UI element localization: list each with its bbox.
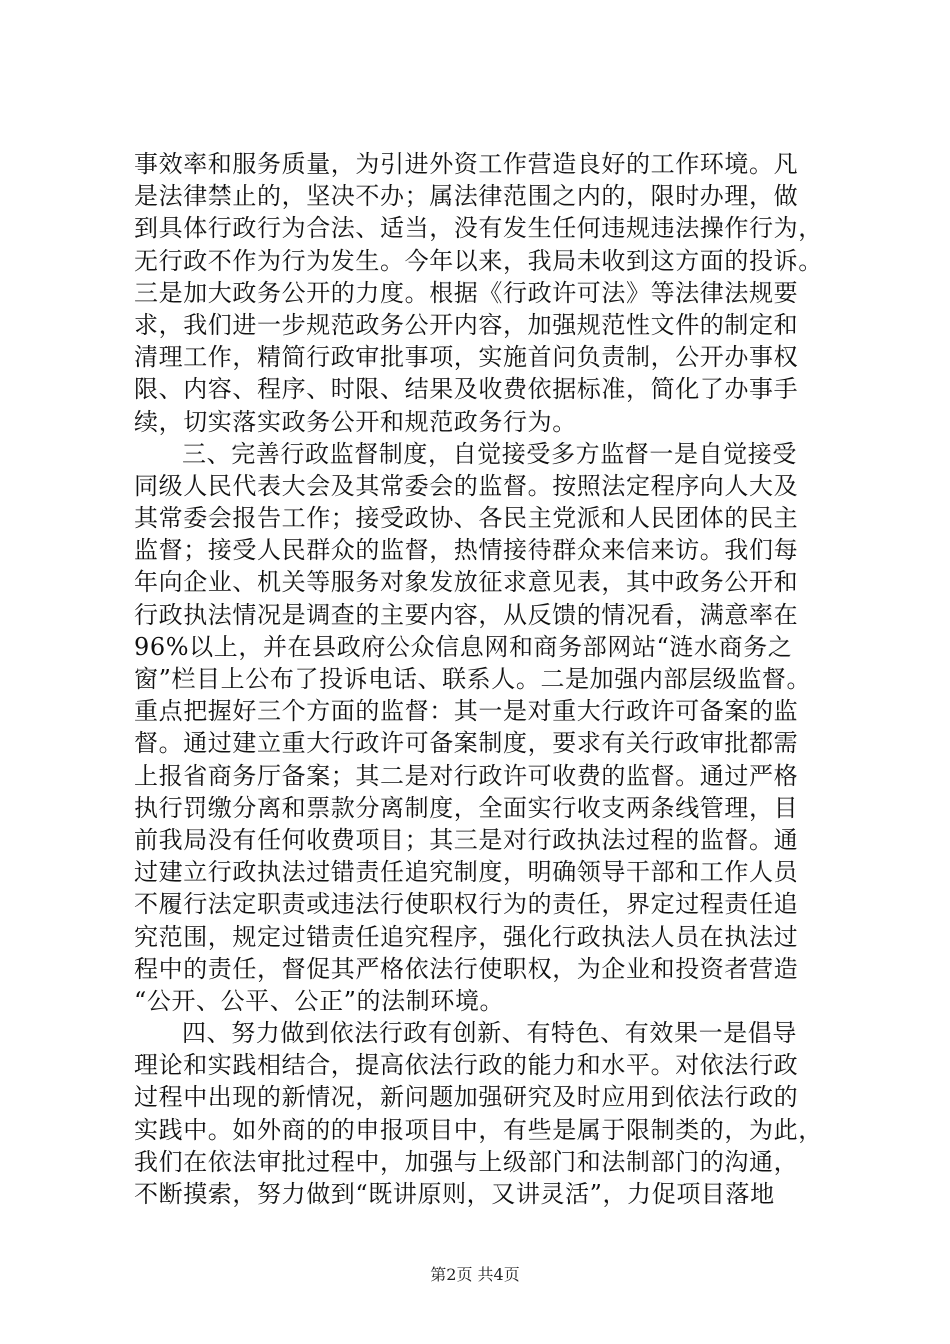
section-heading-line: 四、努力做到依法行政有创新、有特色、有效果一是倡导 bbox=[182, 1019, 797, 1048]
text-line: 不断摸索，努力做到“既讲原则，又讲灵活”，力促项目落地 bbox=[134, 1180, 775, 1208]
text-line: 无行政不作为行为发生。今年以来，我局未收到这方面的投诉。 bbox=[134, 246, 823, 275]
text-line: 其常委会报告工作；接受政协、各民主党派和人民团体的民主 bbox=[134, 504, 799, 533]
text-line: 执行罚缴分离和票款分离制度，全面实行收支两条线管理，目 bbox=[134, 793, 799, 822]
text-line: 督。通过建立重大行政许可备案制度，要求有关行政审批都需 bbox=[134, 729, 799, 758]
text-line: 96%以上，并在县政府公众信息网和商务部网站“涟水商务之 bbox=[134, 632, 793, 661]
text-line: 限、内容、程序、时限、结果及收费依据标准，简化了办事手 bbox=[134, 375, 799, 404]
text-line: 上报省商务厅备案；其二是对行政许可收费的监督。通过严格 bbox=[134, 761, 799, 790]
text-line: 前我局没有任何收费项目；其三是对行政执法过程的监督。通 bbox=[134, 825, 799, 854]
page-number-footer: 第2页 共4页 bbox=[430, 1265, 520, 1284]
text-line: 重点把握好三个方面的监督：其一是对重大行政许可备案的监 bbox=[134, 697, 799, 726]
text-line: 究范围，规定过错责任追究程序，强化行政执法人员在执法过 bbox=[134, 922, 799, 951]
text-line: 三是加大政务公开的力度。根据《行政许可法》等法律法规要 bbox=[134, 278, 799, 307]
text-line: 续，切实落实政务公开和规范政务行为。 bbox=[134, 407, 577, 436]
text-line: 实践中。如外商的的申报项目中，有些是属于限制类的，为此， bbox=[134, 1115, 823, 1144]
text-line: 是法律禁止的，坚决不办；属法律范围之内的，限时办理，做 bbox=[134, 182, 799, 211]
text-line: 过建立行政执法过错责任追究制度，明确领导干部和工作人员 bbox=[134, 858, 799, 887]
text-line: 我们在依法审批过程中，加强与上级部门和法制部门的沟通， bbox=[134, 1147, 799, 1176]
document-body bbox=[134, 148, 854, 1210]
text-line: 过程中出现的新情况，新问题加强研究及时应用到依法行政的 bbox=[134, 1083, 799, 1112]
section-heading-line: 三、完善行政监督制度，自觉接受多方监督一是自觉接受 bbox=[182, 439, 797, 468]
text-line: 清理工作，精简行政审批事项，实施首问负责制，公开办事权 bbox=[134, 343, 799, 372]
text-line: 行政执法情况是调查的主要内容，从反馈的情况看，满意率在 bbox=[134, 600, 799, 629]
text-line: 年向企业、机关等服务对象发放征求意见表，其中政务公开和 bbox=[134, 568, 799, 597]
text-line: 同级人民代表大会及其常委会的监督。按照法定程序向人大及 bbox=[134, 471, 799, 500]
text-line: 窗”栏目上公布了投诉电话、联系人。二是加强内部层级监督。 bbox=[134, 665, 812, 693]
text-line: 程中的责任，督促其严格依法行使职权，为企业和投资者营造 bbox=[134, 954, 799, 983]
text-line: 求，我们进一步规范政务公开内容，加强规范性文件的制定和 bbox=[134, 310, 799, 339]
text-line: 理论和实践相结合，提高依法行政的能力和水平。对依法行政 bbox=[134, 1051, 799, 1080]
text-line: 监督；接受人民群众的监督，热情接待群众来信来访。我们每 bbox=[134, 536, 799, 565]
text-line: 事效率和服务质量，为引进外资工作营造良好的工作环境。凡 bbox=[134, 150, 799, 178]
text-line: 到具体行政行为合法、适当，没有发生任何违规违法操作行为， bbox=[134, 214, 823, 243]
text-line: “公开、公平、公正”的法制环境。 bbox=[134, 986, 505, 1015]
text-line: 不履行法定职责或违法行使职权行为的责任，界定过程责任追 bbox=[134, 890, 799, 919]
